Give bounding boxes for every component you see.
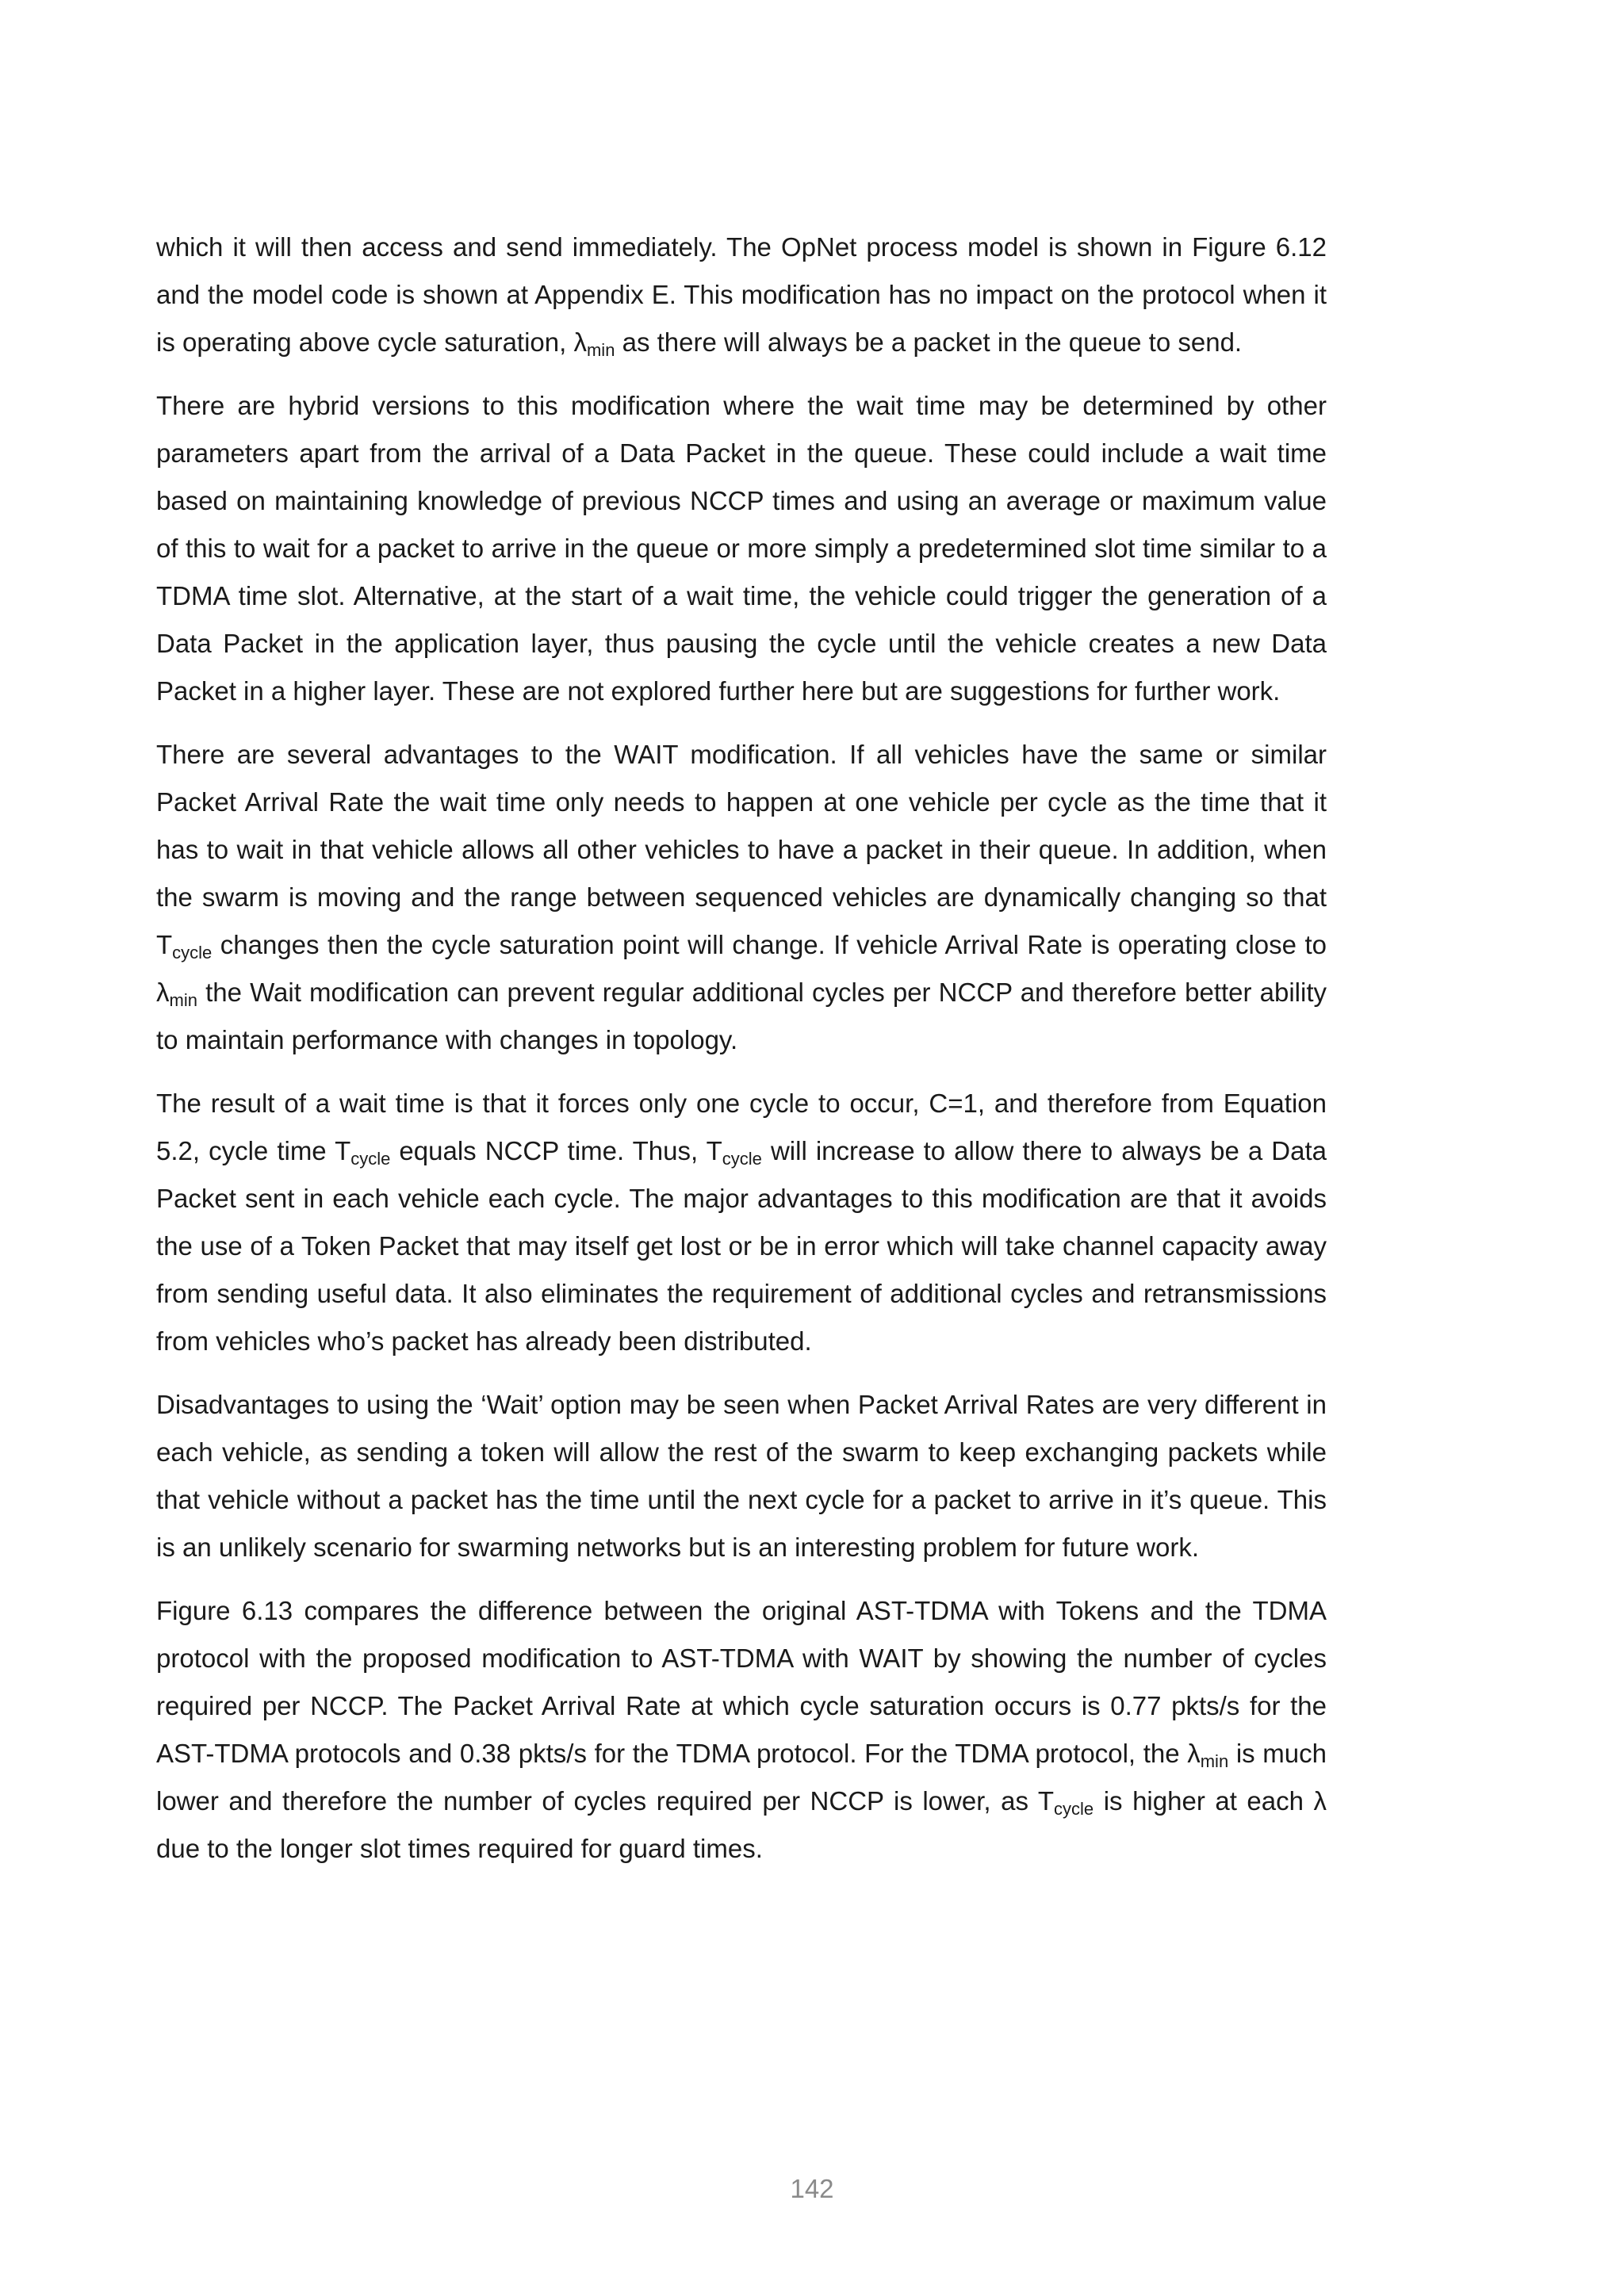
subscript-text: min xyxy=(586,340,615,360)
paragraph-text: Figure 6.13 compares the difference between the original AST-TDMA with Tokens and the TDMA protocol with the proposed modification to AST-TDMA with WAIT by showing the number of cycles required per NCCP. The Packet Arrival Rate at which cycle saturation occurs is 0.77 pkts/s for the AST-TDMA protocols and 0.38 pkts/s for the TDMA protocol. For the TDMA protocol, the λ xyxy=(156,1596,1327,1768)
paragraph-text: as there will always be a packet in the queue to send. xyxy=(615,327,1243,357)
body-text xyxy=(156,224,1327,1888)
paragraph-text: Disadvantages to using the ‘Wait’ option may be seen when Packet Arrival Rates are very different in each vehicle, as sending a token will allow the rest of the swarm to keep exchanging packets while that vehicle without a packet has the time until the next cycle for a packet to arrive in it’s queue. This is an unlikely scenario for swarming networks but is an interesting problem for future work. xyxy=(156,1390,1327,1562)
paragraph-text: is much lower and therefore the number of cycles required per NCCP is lower, as T xyxy=(156,1739,1327,1816)
paragraph xyxy=(156,1080,1327,1365)
page-number: 142 xyxy=(790,2174,834,2203)
paragraph-text: is higher at each λ due to the longer slot times required for guard times. xyxy=(156,1786,1327,1863)
paragraph xyxy=(156,224,1327,366)
subscript-text: cycle xyxy=(1054,1799,1094,1819)
paragraph-text: changes then the cycle saturation point will change. If vehicle Arrival Rate is operating close to λ xyxy=(156,930,1327,1007)
paragraph xyxy=(156,731,1327,1064)
paragraph-text: the Wait modification can prevent regular additional cycles per NCCP and therefore better ability to maintain performance with changes in topology. xyxy=(156,978,1327,1054)
subscript-text: cycle xyxy=(350,1149,391,1169)
subscript-text: min xyxy=(1200,1751,1229,1771)
paragraph-text: There are several advantages to the WAIT modification. If all vehicles have the same or similar Packet Arrival Rate the wait time only needs to happen at one vehicle per cycle as the time that it has to wait in that vehicle allows all other vehicles to have a packet in their queue. In addition, when the swarm is moving and the range between sequenced vehicles are dynamically changing so that T xyxy=(156,740,1327,959)
paragraph-text: The result of a wait time is that it forces only one cycle to occur, C=1, and therefore from Equation 5.2, cycle time T xyxy=(156,1089,1327,1165)
paragraph-text: will increase to allow there to always be a Data Packet sent in each vehicle each cycle. The major advantages to this modification are that it avoids the use of a Token Packet that may itself get lost or be in error which will take channel capacity away from sending useful data. It also eliminates the requirement of additional cycles and retransmissions from vehicles who’s packet has already been distributed. xyxy=(156,1136,1327,1356)
subscript-text: min xyxy=(169,990,197,1010)
paragraph-text: which it will then access and send immediately. The OpNet process model is shown in Figure 6.12 and the model code is shown at Appendix E. This modification has no impact on the protocol when it is operating above cycle saturation, λ xyxy=(156,232,1327,357)
subscript-text: cycle xyxy=(172,943,213,962)
paragraph-text: equals NCCP time. Thus, T xyxy=(390,1136,722,1165)
paragraph xyxy=(156,382,1327,715)
paragraph xyxy=(156,1587,1327,1873)
paragraph-text: There are hybrid versions to this modification where the wait time may be determined by other parameters apart from the arrival of a Data Packet in the queue. These could include a wait time based on maintaining knowledge of previous NCCP times and using an average or maximum value of this to wait for a packet to arrive in the queue or more simply a predetermined slot time similar to a TDMA time slot. Alternative, at the start of a wait time, the vehicle could trigger the generation of a Data Packet in the application layer, thus pausing the cycle until the vehicle creates a new Data Packet in a higher layer. These are not explored further here but are suggestions for further work. xyxy=(156,391,1327,706)
subscript-text: cycle xyxy=(722,1149,762,1169)
paragraph xyxy=(156,1381,1327,1571)
